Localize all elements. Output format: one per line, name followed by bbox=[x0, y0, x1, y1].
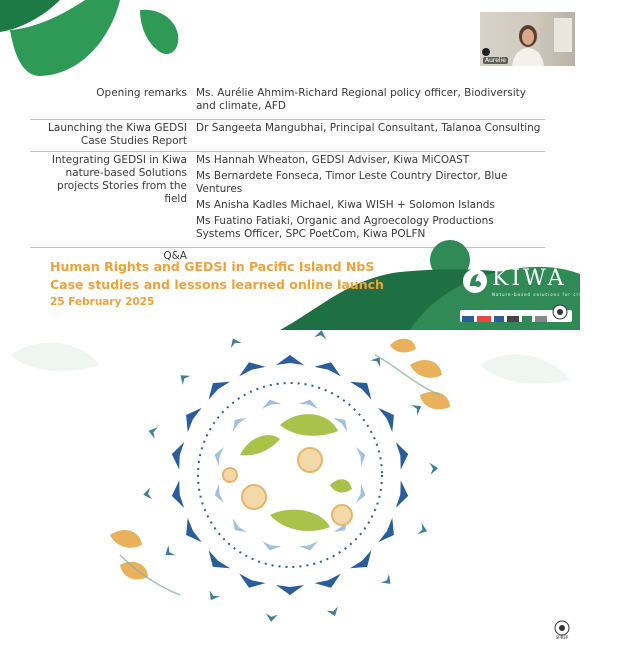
agenda-item: Opening remarks bbox=[30, 85, 192, 120]
corner-leaf-decoration bbox=[0, 0, 200, 80]
sprep-emblem-icon bbox=[552, 304, 568, 320]
sprep-label: SPREP bbox=[555, 635, 569, 640]
speaker: Ms Bernardete Fonseca, Timor Leste Country Director, Blue Ventures bbox=[196, 170, 508, 195]
agenda-item: Launching the Kiwa GEDSI Case Studies Report bbox=[30, 120, 192, 152]
video-door bbox=[554, 18, 572, 52]
speaker: Ms Fuatino Fatiaki, Organic and Agroecology Productions Systems Officer, SPC PoetCom, Kiwa POLFN bbox=[196, 215, 494, 240]
participant-name: Aurelie bbox=[485, 57, 506, 64]
agenda-item: Q&A bbox=[163, 250, 187, 262]
agenda-item: Integrating GEDSI in Kiwa nature-based Solutions projects Stories from the field bbox=[30, 152, 192, 248]
agenda-speakers bbox=[192, 152, 545, 248]
kiwa-emblem-icon bbox=[462, 268, 488, 294]
speaker: Dr Sangeeta Mangubhai, Principal Consultant, Talanoa Consulting bbox=[196, 122, 541, 134]
wreath-illustration bbox=[120, 325, 480, 625]
event-subtitle: Case studies and lessons learned online launch bbox=[50, 277, 384, 292]
agenda-row bbox=[30, 85, 545, 120]
agenda-row bbox=[30, 152, 545, 248]
kiwa-tagline: Nature-based solutions for climate resilience bbox=[492, 292, 626, 297]
agenda-row bbox=[30, 120, 545, 152]
kiwa-wordmark: KIWA bbox=[492, 266, 567, 291]
participant-avatar bbox=[508, 20, 548, 66]
participant-video-tile[interactable] bbox=[480, 12, 575, 66]
speaker: Ms. Aurélie Ahmim-Richard Regional policy officer, Biodiversity and climate, AFD bbox=[196, 87, 526, 112]
agenda-speakers bbox=[192, 85, 545, 120]
sprep-logo-icon bbox=[553, 620, 571, 640]
speaker: Ms Hannah Wheaton, GEDSI Adviser, Kiwa MiCOAST bbox=[196, 154, 470, 166]
event-title: Human Rights and GEDSI in Pacific Island NbS bbox=[50, 259, 375, 274]
event-title-block bbox=[50, 258, 384, 310]
mic-icon[interactable] bbox=[482, 48, 490, 56]
event-date: 25 February 2025 bbox=[50, 296, 155, 308]
agenda-speakers bbox=[192, 120, 545, 152]
speaker: Ms Anisha Kadles Michael, Kiwa WISH + Solomon Islands bbox=[196, 199, 495, 211]
